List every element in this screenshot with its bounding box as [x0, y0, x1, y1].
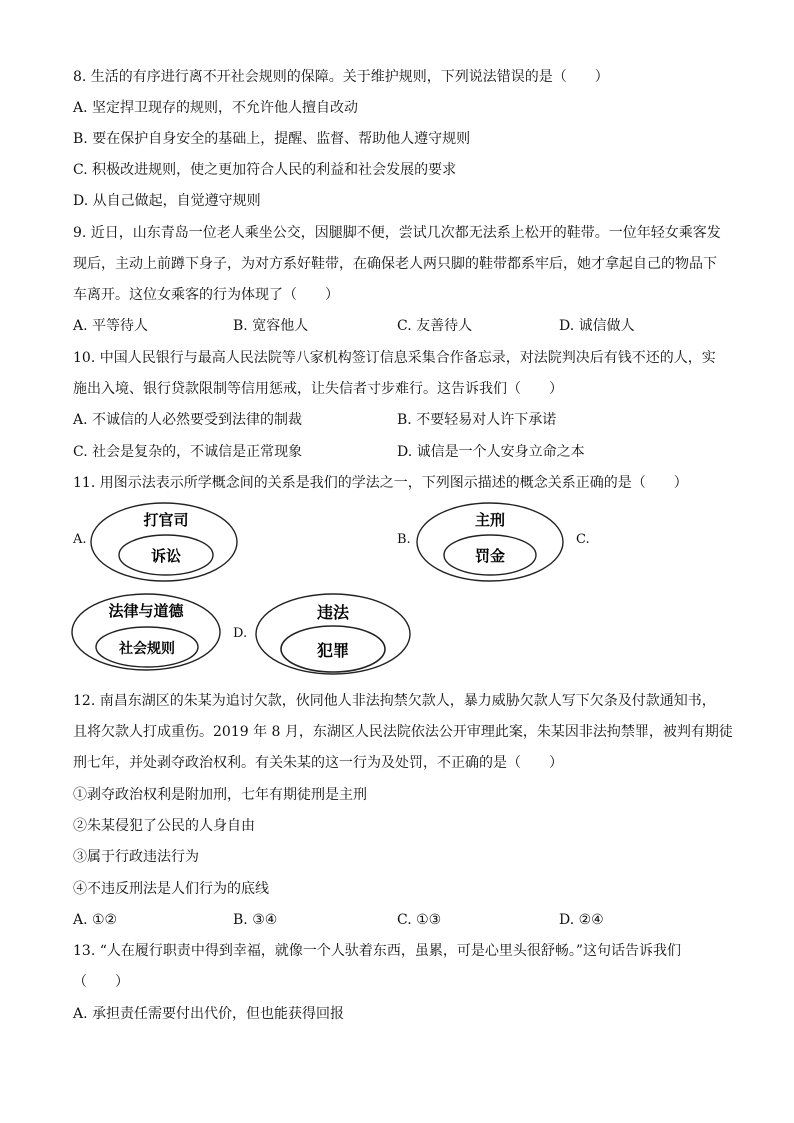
q8-option-b: B. 要在保护自身安全的基础上，提醒、监督、帮助他人遵守规则 — [73, 131, 471, 147]
q12-option-b: B. ③④ — [233, 912, 278, 928]
diagram-b-inner-label: 罚金 — [474, 547, 506, 565]
q11-diagram-b — [413, 500, 567, 584]
q12-statement-3: ③属于行政违法行为 — [73, 849, 199, 865]
q8-stem: 8. 生活的有序进行离不开社会规则的保障。关于维护规则，下列说法错误的是（ ） — [73, 69, 609, 85]
q10-line1: 10. 中国人民银行与最高人民法院等八家机构签订信息采集合作备忘录，对法院判决后有钱不还的人，实 — [73, 350, 716, 366]
q9-line1: 9. 近日，山东青岛一位老人乘坐公交，因腿脚不便，尝试几次都无法系上松开的鞋带。一位年轻女乘客发 — [73, 225, 721, 241]
diagram-c-outer-label: 法律与道德 — [108, 602, 184, 620]
q11-diagram-c — [69, 592, 225, 674]
q10-option-c: C. 社会是复杂的，不诚信是正常现象 — [73, 444, 303, 460]
diagram-d-outer-label: 违法 — [316, 603, 350, 622]
q10-line2: 施出入境、银行贷款限制等信用惩戒，让失信者寸步难行。这告诉我们（ ） — [73, 381, 563, 397]
diagram-b-outer-label: 主刑 — [474, 511, 506, 529]
q9-option-c: C. 友善待人 — [397, 318, 473, 334]
q12-option-d: D. ②④ — [559, 912, 604, 928]
q12-statement-4: ④不违反刑法是人们行为的底线 — [73, 881, 269, 897]
q11-diagram-a — [88, 500, 240, 584]
q11-label-a: A. — [73, 532, 87, 547]
q9-option-b: B. 宽容他人 — [233, 318, 309, 334]
q13-line1: 13. “人在履行职责中得到幸福，就像一个人驮着东西，虽累，可是心里头很舒畅。”这句话告诉我们 — [73, 943, 682, 959]
q13-line2: （ ） — [73, 974, 129, 990]
q8-option-c: C. 积极改进规则，使之更加符合人民的利益和社会发展的要求 — [73, 162, 457, 178]
q8-option-a: A. 坚定捍卫现存的规则，不允许他人擅自改动 — [73, 100, 359, 116]
q10-option-d: D. 诚信是一个人安身立命之本 — [397, 444, 585, 460]
q10-option-a: A. 不诚信的人必然要受到法律的制裁 — [73, 412, 303, 428]
q12-statement-1: ①剥夺政治权利是附加刑，七年有期徒刑是主刑 — [73, 787, 367, 803]
diagram-c-inner-label: 社会规则 — [119, 641, 175, 657]
q9-option-a: A. 平等待人 — [73, 318, 149, 334]
diagram-a-inner-label: 诉讼 — [150, 547, 182, 565]
q12-option-a: A. ①② — [73, 912, 118, 928]
q11-label-c: C. — [576, 532, 590, 547]
q9-line2: 现后，主动上前蹲下身子，为对方系好鞋带，在确保老人两只脚的鞋带都系牢后，她才拿起自己的物品下 — [73, 256, 717, 272]
q11-diagram-d — [253, 592, 413, 678]
diagram-a-outer-label: 打官司 — [143, 511, 189, 529]
q9-line3: 车离开。这位女乘客的行为体现了（ ） — [73, 287, 339, 303]
q12-line1: 12. 南昌东湖区的朱某为追讨欠款，伙同他人非法拘禁欠款人，暴力威胁欠款人写下欠条及付款通知书， — [73, 693, 716, 709]
q12-line3: 刑七年，并处剥夺政治权利。有关朱某的这一行为及处罚，不正确的是（ ） — [73, 755, 563, 771]
q12-option-c: C. ①③ — [397, 912, 442, 928]
q13-option-a: A. 承担责任需要付出代价，但也能获得回报 — [73, 1006, 345, 1022]
q8-option-d: D. 从自己做起，自觉遵守规则 — [73, 193, 261, 209]
diagram-d-inner-label: 犯罪 — [316, 641, 350, 660]
q11-label-b: B. — [397, 532, 411, 547]
q10-option-b: B. 不要轻易对人许下承诺 — [397, 412, 557, 428]
q11-stem: 11. 用图示法表示所学概念间的关系是我们的学法之一，下列图示描述的概念关系正确的是（ ） — [73, 475, 688, 491]
q12-statement-2: ②朱某侵犯了公民的人身自由 — [73, 818, 255, 834]
q9-option-d: D. 诚信做人 — [559, 318, 635, 334]
q11-label-d: D. — [233, 626, 248, 641]
q12-line2: 且将欠款人打成重伤。2019 年 8 月，东湖区人民法院依法公开审理此案，朱某因非法拘禁罪，被判有期徒 — [73, 724, 733, 740]
